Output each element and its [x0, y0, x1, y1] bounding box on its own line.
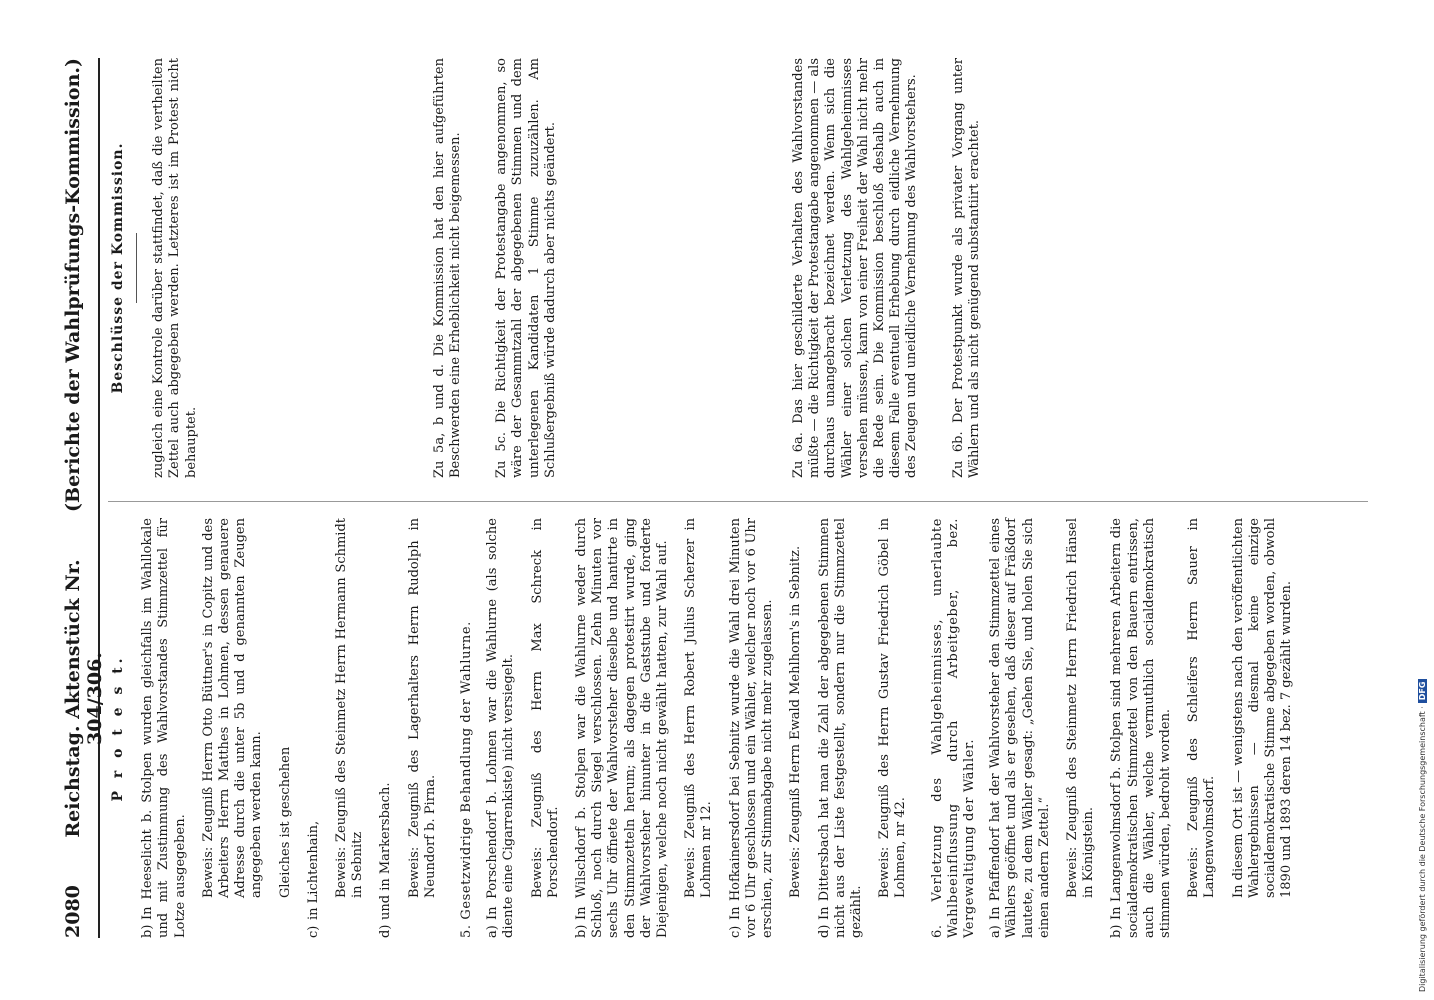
- spacer: [933, 58, 951, 478]
- protest-title: P r o t e s t.: [110, 654, 126, 802]
- resolution-item: zugleich eine Kontrole darüber stattfindet, daß die vertheilten Zettel auch abgegeben werden. Letzteres ist im Protest nicht behauptet.: [151, 58, 199, 478]
- protest-item: a)In Porschendorf b. Lohmen war die Wahlurne (als solche diente eine Cigarrenkiste) nicht versiegelt.: [485, 518, 517, 938]
- spacer: [571, 58, 791, 478]
- protest-item: c)In Hofkainersdorf bei Sebnitz wurde die Wahl drei Minuten vor 6 Uhr geschlossen und ein Wähler, welcher noch vor 6 Uhr erschien, zur Stimmabgabe nicht mehr zugelassen.: [727, 518, 776, 938]
- proof-line: Beweis: Zeugniß des Herrn Gustav Friedrich Göbel in Lohmen, nr 42.: [877, 518, 909, 898]
- title-rule: [136, 233, 137, 303]
- protest-item: d)und in Markersbach.: [378, 782, 394, 938]
- protest-item: d)In Dittersbach hat man die Zahl der abgegebenen Stimmen nicht aus der Liste festgestellt, sondern nur die Stimmzettel gezählt.: [816, 518, 864, 938]
- resolutions-title: Beschlüsse der Kommission.: [110, 142, 126, 394]
- header-subtitle: (Berichte der Wahlprüfungs-Kommission.): [62, 58, 84, 512]
- digitization-credit: [1418, 679, 1427, 992]
- spacer: [212, 58, 432, 478]
- resolutions-column: [108, 58, 1368, 478]
- plain-line: In diesem Ort ist — wenigstens nach den veröffentlichten Wahlergebnissen — diesmal keine einzige socialdemokratische Stimme abgegeben worden, obwohl 1890 und 1893 deren 14 bez. 7 gezählt wurden.: [1230, 518, 1295, 898]
- credit-text: Digitalisierung gefördert durch die Deutsche Forschungsgemeinschaft ·: [1418, 706, 1427, 992]
- protest-item: b)In Heeselicht b. Stolpen wurden gleichfalls im Wahllokale und mit Zustimmung des Wahlvorstandes Stimmzettel für Lotze ausgegeben.: [140, 518, 188, 938]
- resolution-item: Zu 5a, b und d. Die Kommission hat den hier aufgeführten Beschwerden eine Erheblichkeit nicht beigemessen.: [431, 58, 464, 478]
- proof-line: Beweis: Zeugniß Herrn Otto Büttner's in Copitz und des Arbeiters Herrn Matthes in Lohmen, dessen genauere Adresse durch die unter 5b und d genannten Zeugen angegeben werden kann.: [200, 518, 265, 898]
- proof-line: Beweis: Zeugniß Herrn Ewald Mehlhorn's in Sebnitz.: [788, 545, 804, 898]
- proof-line: Beweis: Zeugniß des Steinmetz Herrn Hermann Schmidt in Sebnitz: [334, 518, 366, 898]
- spacer: [476, 58, 494, 478]
- proof-line: Beweis: Zeugniß des Steinmetz Herrn Friedrich Hänsel in Königstein.: [1064, 518, 1097, 898]
- column-divider: [108, 501, 1368, 502]
- proof-line: Beweis: Zeugniß des Schleifers Herrn Sauer in Langenwolmsdorf.: [1186, 518, 1218, 898]
- proof-line: Beweis: Zeugniß des Lagerhalters Herrn Rudolph in Neundorf b. Pirna.: [406, 518, 438, 898]
- plain-line: Gleiches ist geschehen: [277, 746, 293, 898]
- section-heading-6: 6. Verletzung des Wahlgeheimnisses, unerlaubte Wahlbeeinflussung durch Arbeitgeber, bez. Vergewaltigung der Wähler.: [929, 518, 977, 938]
- proof-line: Beweis: Zeugniß des Herrn Robert Julius Scherzer in Lohmen nr 12.: [683, 518, 715, 898]
- resolution-item: Zu 5c. Die Richtigkeit der Protestangabe angenommen, so wäre der Gesammtzahl der abgegebenen Stimmen und dem unterlegenen Kandidaten 1 Stimme zuzuzählen. Am Schlußergebniß würde dadurch aber nichts geändert.: [494, 58, 558, 478]
- protest-column: [108, 518, 1368, 938]
- protest-item: c)in Lichtenhain,: [305, 820, 321, 938]
- header-title: Reichstag. Aktenstück Nr. 304/306.: [62, 559, 106, 838]
- resolution-item: Zu 6b. Der Protestpunkt wurde als privater Vorgang unter Wählern und als nicht genügend substantiirt erachtet.: [950, 58, 982, 478]
- proof-line: Beweis: Zeugniß des Herrn Max Schreck in Porschendorf.: [529, 518, 561, 898]
- protest-item: b)In Langenwolmsdorf b. Stolpen sind mehreren Arbeitern die socialdemokratischen Stimmzettel von den Bauern entrissen, auch die Wähler, welche vermuthlich socialdemokratisch stimmen würden, bedroht worden.: [1109, 518, 1173, 938]
- section-heading-5: 5. Gesetzwidrige Behandlung der Wahlurne.: [459, 621, 475, 938]
- page-header: [62, 58, 106, 938]
- dfg-logo: DFG: [1418, 679, 1427, 704]
- protest-item: a)In Pfaffendorf hat der Wahlvorsteher den Stimmzettel eines Wählers geöffnet und als er gesehen, daß dieser auf Fräßdorf lautete, zu dem Wähler gesagt: „Gehen Sie, und holen Sie sich einen andern Zettel.“: [988, 518, 1052, 938]
- resolution-item: Zu 6a. Das hier geschilderte Verhalten des Wahlvorstandes müßte — die Richtigkeit der Protestangabe angenommen — als durchaus unangebracht bezeichnet werden. Wenn sich die Wähler einer solchen Verletzung des Wahlgeheimnisses versehen müssen, kann von einer Freiheit der Wahl nicht mehr die Rede sein. Die Kommission beschloß deshalb auch in diesem Falle eventuell Erhebung durch eidliche Vernehmung des Zeugen und uneidliche Vernehmung des Wahlvorstehers.: [791, 58, 920, 478]
- page-number: 2080: [62, 885, 84, 938]
- protest-item: b)In Wilschdorf b. Stolpen war die Wahlurne weder durch Schloß, noch durch Siegel verschlossen. Zehn Minuten vor sechs Uhr öffnete der Wahlvorsteher dieselbe und hantirte in den Stimmzetteln herum; als dagegen protestirt wurde, ging der Wahlvorsteher hinunter in die Gaststube und forderte Diejenigen, welche noch nicht gewählt hatten, zur Wahl auf.: [574, 518, 671, 938]
